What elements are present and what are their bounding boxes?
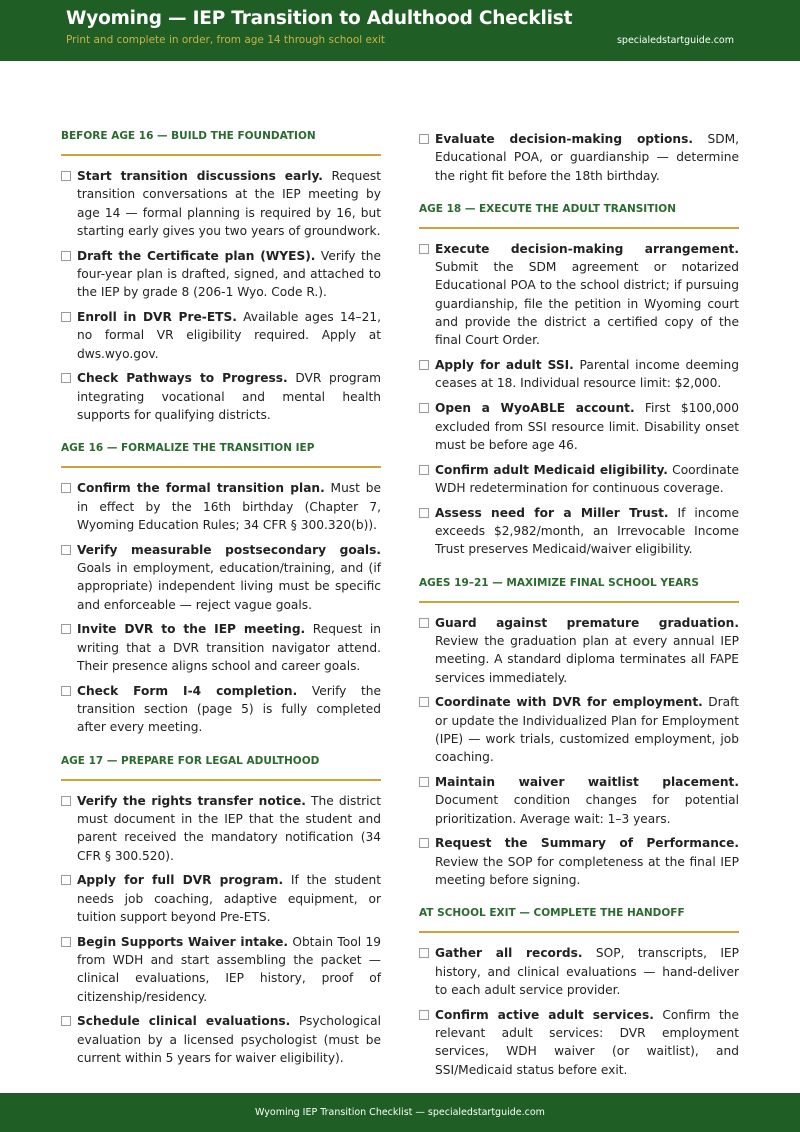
checkbox[interactable] [61,251,71,261]
checkbox[interactable] [419,134,429,144]
item-description: Coordinate WDH redetermination for continuous coverage. [435,462,739,495]
item-title: Guard against premature graduation. [435,615,739,630]
checkbox[interactable] [61,373,71,383]
checkbox[interactable] [419,465,429,475]
item-description: Request transition conversations at the IEP meeting by age 14 — formal planning is required by 16, but starting early gives you two years of groundwork. [77,169,381,238]
item-description: DVR program integrating vocational and mental health supports for qualifying districts. [77,371,381,423]
section-heading: AGE 17 — PREPARE FOR LEGAL ADULTHOOD [61,755,381,781]
item-title: Request the Summary of Performance. [435,836,739,851]
page-subtitle: Print and complete in order, from age 14 through school exit [66,34,386,46]
checklist-item [419,944,739,999]
checklist-item [419,461,739,498]
checkbox[interactable] [61,545,71,555]
checkbox[interactable] [61,624,71,634]
checkbox[interactable] [419,618,429,628]
left-column [61,130,381,1074]
checkbox[interactable] [419,1010,429,1020]
item-title: Maintain waiver waitlist placement. [435,775,739,790]
item-description: Must be in effect by the 16th birthday (Chapter 7, Wyoming Education Rules; 34 CFR § 300.320(b)). [77,481,381,532]
item-title: Draft the Certificate plan (WYES). [77,248,316,263]
item-title: Execute decision-making arrangement. [435,241,739,256]
item-description: SOP, transcripts, IEP history, and clinical evaluations — hand-deliver to each adult service provider. [435,946,739,997]
checkbox[interactable] [419,508,429,518]
section-heading: BEFORE AGE 16 — BUILD THE FOUNDATION [61,130,381,156]
checklist-item [419,130,739,185]
checklist-item [419,773,739,828]
item-description: Verify the four-year plan is drafted, signed, and attached to the IEP by grade 8 (206-1 Wyo. Code R.). [77,248,381,300]
checklist-item [61,933,381,1006]
checkbox[interactable] [419,838,429,848]
item-title: Schedule clinical evaluations. [77,1014,291,1029]
checklist-item [61,871,381,926]
checklist-item [61,369,381,424]
item-title: Enroll in DVR Pre-ETS. [77,310,237,325]
item-description: Review the SOP for completeness at the final IEP meeting before signing. [435,854,739,887]
checkbox[interactable] [419,697,429,707]
page-footer [0,1093,800,1132]
checklist-item [61,167,381,240]
item-title: Invite DVR to the IEP meeting. [77,622,306,637]
checklist-item [419,504,739,559]
checkbox[interactable] [61,686,71,696]
checkbox[interactable] [61,1016,71,1026]
checkbox[interactable] [419,360,429,370]
item-description: Confirm the relevant adult services: DVR employment services, WDH waiver (or waitlist), and SSI/Medicaid status before exit. [435,1007,739,1077]
checkbox[interactable] [61,875,71,885]
checkbox[interactable] [419,403,429,413]
item-description: Submit the SDM agreement or notarized Educational POA to the school district; if pursuing guardianship, file the petition in Wyoming court and provide the district a certified copy of the final Court Order. [435,260,739,348]
checkbox[interactable] [61,312,71,322]
checklist-item [419,614,739,687]
checklist-item [61,792,381,865]
checklist-item [419,1006,739,1079]
item-description: Request in writing that a DVR transition navigator attend. Their presence aligns school and career goals. [77,622,381,674]
section-heading: AT SCHOOL EXIT — COMPLETE THE HANDOFF [419,907,739,933]
item-description: First $100,000 excluded from SSI resource limit. Disability onset must be before age 46. [435,401,739,452]
item-title: Confirm active adult services. [435,1007,654,1022]
item-description: Obtain Tool 19 from WDH and start assembling the packet — clinical evaluations, IEP history, proof of citizenship/residency. [77,934,381,1004]
item-title: Assess need for a Miller Trust. [435,505,669,520]
item-description: The district must document in the IEP that the student and parent received the mandatory notification (34 CFR § 300.520). [77,793,381,863]
item-title: Start transition discussions early. [77,169,323,183]
item-title: Gather all records. [435,946,583,961]
item-title: Begin Supports Waiver intake. [77,934,288,949]
item-description: Draft or update the Individualized Plan for Employment (IPE) — work trials, customized employment, job coaching. [435,695,739,765]
page-title: Wyoming — IEP Transition to Adulthood Checklist [66,8,573,29]
page-header [0,0,800,61]
right-column [419,130,739,1085]
section-heading: AGE 18 — EXECUTE THE ADULT TRANSITION [419,203,739,229]
checklist-item [61,541,381,614]
checkbox[interactable] [61,796,71,806]
section-heading: AGE 16 — FORMALIZE THE TRANSITION IEP [61,442,381,468]
item-description: Available ages 14–21, no formal VR eligibility required. Apply at dws.wyo.gov. [77,310,381,361]
item-title: Coordinate with DVR for employment. [435,695,703,710]
item-description: Document condition changes for potential prioritization. Average wait: 1–3 years. [435,793,739,826]
checklist-item [61,479,381,534]
checkbox[interactable] [419,244,429,254]
checklist-item [419,356,739,393]
footer-text: Wyoming IEP Transition Checklist — specialedstartguide.com [255,1107,545,1118]
checklist-item [61,682,381,737]
item-description: If the student needs job coaching, adaptive equipment, or tuition support beyond Pre-ETS. [77,873,381,924]
checkbox[interactable] [61,483,71,493]
item-title: Confirm the formal transition plan. [77,481,325,496]
item-title: Evaluate decision-making options. [435,132,693,146]
item-title: Check Pathways to Progress. [77,371,288,386]
item-description: Psychological evaluation by a licensed psychologist (must be current within 5 years for waiver eligibility). [77,1014,381,1066]
item-description: Parental income deeming ceases at 18. Individual resource limit: $2,000. [435,358,739,391]
item-title: Open a WyoABLE account. [435,401,635,416]
checklist-item [61,1012,381,1067]
checklist-item [61,620,381,675]
checklist-item [419,240,739,350]
item-description: Goals in employment, education/training, and (if appropriate) independent living must be specific and enforceable — reject vague goals. [77,561,381,612]
checkbox[interactable] [419,777,429,787]
checklist-item [419,834,739,889]
checkbox[interactable] [419,948,429,958]
section-heading: AGES 19–21 — MAXIMIZE FINAL SCHOOL YEARS [419,577,739,603]
item-title: Verify the rights transfer notice. [77,793,306,808]
site-url: specialedstartguide.com [616,35,734,46]
item-title: Confirm adult Medicaid eligibility. [435,462,668,477]
item-title: Verify measurable postsecondary goals. [77,542,381,557]
item-title: Apply for adult SSI. [435,358,574,373]
checklist-item [419,693,739,766]
item-title: Check Form I-4 completion. [77,683,298,698]
item-description: Verify the transition section (page 5) is fully completed after every meeting. [77,683,381,735]
checkbox[interactable] [61,937,71,947]
item-description: If income exceeds $2,982/month, an Irrevocable Income Trust preserves Medicaid/waiver eligibility. [435,505,739,557]
checklist-item [419,399,739,454]
checklist-item [61,247,381,302]
item-title: Apply for full DVR program. [77,873,284,888]
checkbox[interactable] [61,171,71,181]
checklist-item [61,308,381,363]
item-description: SDM, Educational POA, or guardianship — determine the right fit before the 18th birthday. [435,132,739,183]
item-description: Review the graduation plan at every annual IEP meeting. A standard diploma terminates all FAPE services immediately. [435,633,739,685]
